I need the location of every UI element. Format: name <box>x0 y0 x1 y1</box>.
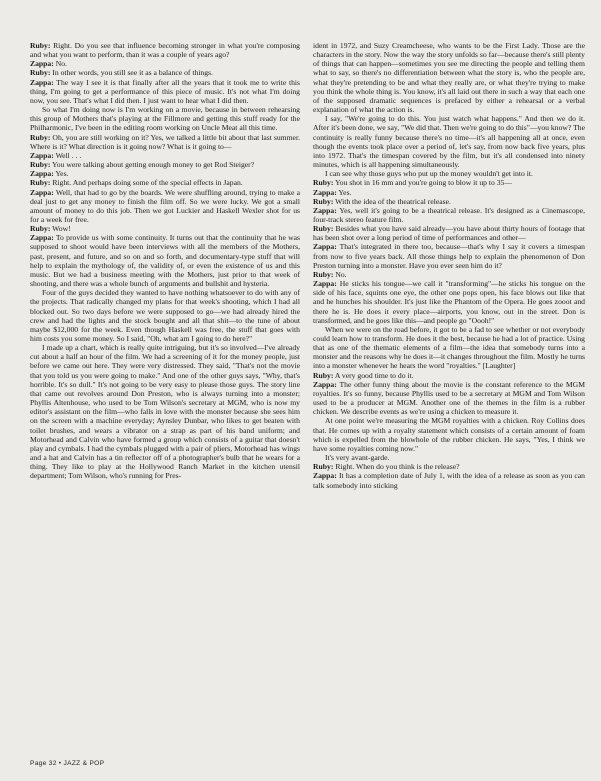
paragraph-text: ident in 1972, and Suzy Creamcheese, who wants to be the First Lady. Those are the characters in the story. Now the way the story unfolds so far—because there's still plenty of things that can happen—sometimes you see me directing the people and telling them what to say, so there's no differentiation between what the story is, who the people are, what they're pretending to be and what they really are, or what they're trying to make you think the whole thing is. You know, it's all laid out there in such a way that each one of the supposed dramatic sequences is prefaced by either a rehearsal or a verbal explanation of what the action is. <box>313 41 585 115</box>
interview-paragraph <box>313 279 585 325</box>
paragraph-text: It has a completion date of July 1, with the idea of a release as soon as you can talk somebody into sticking <box>313 471 585 490</box>
interview-paragraph <box>313 462 585 471</box>
paragraph-text: No. <box>335 269 347 279</box>
speaker-label: Zappa: <box>313 187 337 197</box>
speaker-label: Ruby: <box>30 160 51 170</box>
paragraph-text: Wow! <box>52 224 71 234</box>
interview-paragraph <box>30 160 300 169</box>
interview-paragraph <box>313 224 585 242</box>
speaker-label: Zappa: <box>30 169 54 179</box>
interview-paragraph <box>313 325 585 371</box>
interview-paragraph <box>30 233 300 288</box>
speaker-label: Ruby: <box>30 68 51 78</box>
speaker-label: Zappa: <box>313 279 337 289</box>
paragraph-text: So what I'm doing now is I'm working on a movie, because in between rehearsing this group of Mothers that's playing at the Fillmore and getting this stuff ready for the Philharmonic, I've been in the editing room working on Uncle Meat all this time. <box>30 105 300 133</box>
paragraph-text: Oh, you are still working on it? Yes, we talked a little bit about that last summer. Where is it? What direction is it going now? What is it going to— <box>30 132 300 151</box>
paragraph-text: Well . . . <box>55 150 82 160</box>
paragraph-text: In other words, you still see it as a balance of things. <box>52 68 213 78</box>
paragraph-text: It's very avant-garde. <box>325 453 390 463</box>
interview-paragraph <box>313 41 585 114</box>
interview-paragraph <box>30 105 300 132</box>
interview-paragraph <box>313 371 585 380</box>
interview-paragraph <box>313 416 585 453</box>
paragraph-text: Yes. <box>55 169 69 179</box>
page-footer: Page 32 • JAZZ & POP <box>30 760 105 767</box>
speaker-label: Ruby: <box>313 178 334 188</box>
paragraph-text: Four of the guys decided they wanted to have nothing whatsoever to do with any of the projects. That radically changed my plans for that week's shooting, which I had all blocked out. So two days before we were supposed to go—we had already hired the crew and had the lights and the stock bought and all that shit—to the tune of about maybe $12,000 for the week. Even though Haskell was free, the stuff that goes with him costs you some money. So I said, "Oh, what am I going to do here?" <box>30 288 300 343</box>
paragraph-text: Well, that had to go by the boards. We were shuffling around, trying to make a deal just to get any money to finish the film off. So we were lucky. We got a small amount of money to do this job. Then we got Luckier and Haskell Wexler shot for us for a week for free. <box>30 187 300 224</box>
right-column <box>313 41 585 490</box>
paragraph-text: With the idea of the theatrical release. <box>335 196 451 206</box>
interview-paragraph <box>313 270 585 279</box>
interview-paragraph <box>30 151 300 160</box>
paragraph-text: I can see why those guys who put up the money wouldn't get into it. <box>325 169 533 179</box>
interview-paragraph <box>313 114 585 169</box>
paragraph-text: He sticks his tongue—we call it "transforming"—he sticks his tongue on the side of his face, squints one eye, the other one pops open, his face blows out like that and he hunches his shoulder. It's just like the Phantom of the Opera. He goes zooot and there he is. He does it every place—airports, you know, out in the street. Don is transformed, and he goes like this—and people go "Oooh!" <box>313 279 585 325</box>
paragraph-text: To provide us with some continuity. It turns out that the continuity that he was supposed to shoot would have been interviews with all the members of the Mothers, past, present, and future, and so on and so forth, and documentary-type stuff that will help to explain the mythology of, the validity of, or even the existence of us and this music. But we had a business meeting with the Mothers, just prior to that week of shooting, and there was a whole bunch of arguments and bullshit and hysteria. <box>30 233 300 289</box>
paragraph-text: Yes. <box>338 187 352 197</box>
interview-paragraph <box>30 188 300 225</box>
paragraph-text: Yes, well it's going to be a theatrical release. It's designed as a Cinemascope, four-track stereo feature film. <box>313 205 585 224</box>
speaker-label: Zappa: <box>313 471 337 481</box>
paragraph-text: At one point we're measuring the MGM royalties with a chicken. Roy Collins does that. He comes up with a royalty statement which consists of a certain amount of foam which is expelled from the blowhole of the rubber chicken. He says, "Yes, I think we have some royalties coming now." <box>313 416 585 453</box>
speaker-label: Zappa: <box>30 77 54 87</box>
speaker-label: Ruby: <box>30 41 51 50</box>
interview-paragraph <box>313 197 585 206</box>
interview-paragraph <box>313 453 585 462</box>
interview-paragraph <box>30 178 300 187</box>
paragraph-text: No. <box>55 59 67 69</box>
interview-paragraph <box>313 242 585 269</box>
paragraph-text: I made up a chart, which is really quite intriguing, but it's so involved—I've already cut about a half an hour of the film. We had a screening of it for the money people, just before we came out here. They were very distressed. They said, "That's not the movie that you told us you were going to make." And one of the other guys says, "Why, that's horrible. It's so dull." It's not going to be very easy to please those guys. The story line that came out revolves around Don Preston, who is always turning into a monster; Phyllis Altenhouse, who used to be Tom Wilson's secretary at MGM, who is now my editor's assistant on the film—who falls in love with the monster because she sees him on the screen with a machine everyday; Aynsley Dunbar, who likes to get beaten with toilet brushes, and wears a vibrator on a strap as part of his band uniform; and Motorhead and Calvin who have formed a group which consists of a guitar that doesn't play and cymbals. I had the cymbals plugged with a pair of pliers, Motorhead has wings and a hat and Calvin has a tin reflector off of a photographer's bulb that he wears for a thing. They like to play at the Hollywood Ranch Market in the kitchen utensil department; Tom Wilson, who's running for Pres- <box>30 343 300 481</box>
speaker-label: Zappa: <box>30 187 54 197</box>
paragraph-text: Right. When do you think is the release? <box>335 462 460 472</box>
speaker-label: Ruby: <box>30 132 51 142</box>
paragraph-text: Right. Do you see that influence becoming stronger in what you're composing and what you want to perform, than it was a couple of years ago? <box>30 41 300 60</box>
speaker-label: Ruby: <box>313 370 334 380</box>
interview-paragraph <box>30 78 300 105</box>
speaker-label: Zappa: <box>30 59 54 69</box>
paragraph-text: A very good time to do it. <box>334 370 414 380</box>
interview-paragraph <box>30 68 300 77</box>
left-column <box>30 41 300 481</box>
speaker-label: Ruby: <box>313 196 334 206</box>
paragraph-text: When we were on the road before, it got to be a fad to see whether or not everybody could learn how to transform. He does it the best, because he had a lot of practice. Using that as one of the thematic elements of a film—the idea that somebody turns into a monster and the reasons why he does it—it changes throughout the film. Mostly he turns into a monster whenever he hears the word "royalties." [Laughter] <box>313 324 585 371</box>
paragraph-text: I say, "We're going to do this. You just watch what happens." And then we do it. After it's been done, we say, "We did that. Then we're going to do this"—you know? The continuity is really funny because there's no time—it's all happening all at once, even though the events took place over a period of, let's say, from now back five years, plus into 1972. That's the timespan covered by the film, but it's all condensed into ninety minutes, which is all happening simultaneously. <box>313 114 585 170</box>
speaker-label: Ruby: <box>30 224 51 234</box>
speaker-label: Zappa: <box>313 205 337 215</box>
interview-paragraph <box>313 471 585 489</box>
paragraph-text: Right. And perhaps doing some of the special effects in Japan. <box>52 178 243 188</box>
interview-paragraph <box>30 288 300 343</box>
paragraph-text: The other funny thing about the movie is the constant reference to the MGM royalties. It's so funny, because Phyllis used to be a secretary at MGM and Tom Wilson used to be a producer at MGM. Another one of the themes in the film is a rubber chicken. We describe events as we're using a chicken to measure it. <box>313 379 585 417</box>
interview-paragraph <box>313 169 585 178</box>
interview-paragraph <box>313 380 585 417</box>
paragraph-text: That's integrated in there too, because—that's why I say it covers a timespan from now to five years back. All those things help to explain the phenomenon of Don Preston turning into a monster. Have you ever seen him do it? <box>313 242 585 270</box>
speaker-label: Ruby: <box>313 269 334 279</box>
speaker-label: Zappa: <box>30 150 54 160</box>
speaker-label: Ruby: <box>30 178 51 188</box>
interview-paragraph <box>313 206 585 224</box>
speaker-label: Zappa: <box>30 233 54 243</box>
speaker-label: Ruby: <box>313 462 334 472</box>
interview-paragraph <box>30 224 300 233</box>
interview-paragraph <box>30 169 300 178</box>
paragraph-text: Besides what you have said already—you have about thirty hours of footage that has been shot over a long period of time of performances and other— <box>313 224 585 243</box>
interview-paragraph <box>313 178 585 187</box>
interview-paragraph <box>30 343 300 480</box>
speaker-label: Ruby: <box>313 224 334 234</box>
speaker-label: Zappa: <box>313 379 337 389</box>
interview-paragraph <box>30 59 300 68</box>
paragraph-text: You were talking about getting enough money to get Rod Steiger? <box>52 160 255 170</box>
interview-paragraph <box>30 41 300 59</box>
interview-paragraph <box>30 133 300 151</box>
interview-paragraph <box>313 188 585 197</box>
paragraph-text: You shot in 16 mm and you're going to blow it up to 35— <box>335 178 513 188</box>
speaker-label: Zappa: <box>313 242 337 252</box>
paragraph-text: The way I see it is that finally after all the years that it took me to write this thing, I'm going to get a performance of this piece of music. It's not what I'm doing now, you see. That's what I did then. I just want to hear what I did then. <box>30 77 300 105</box>
